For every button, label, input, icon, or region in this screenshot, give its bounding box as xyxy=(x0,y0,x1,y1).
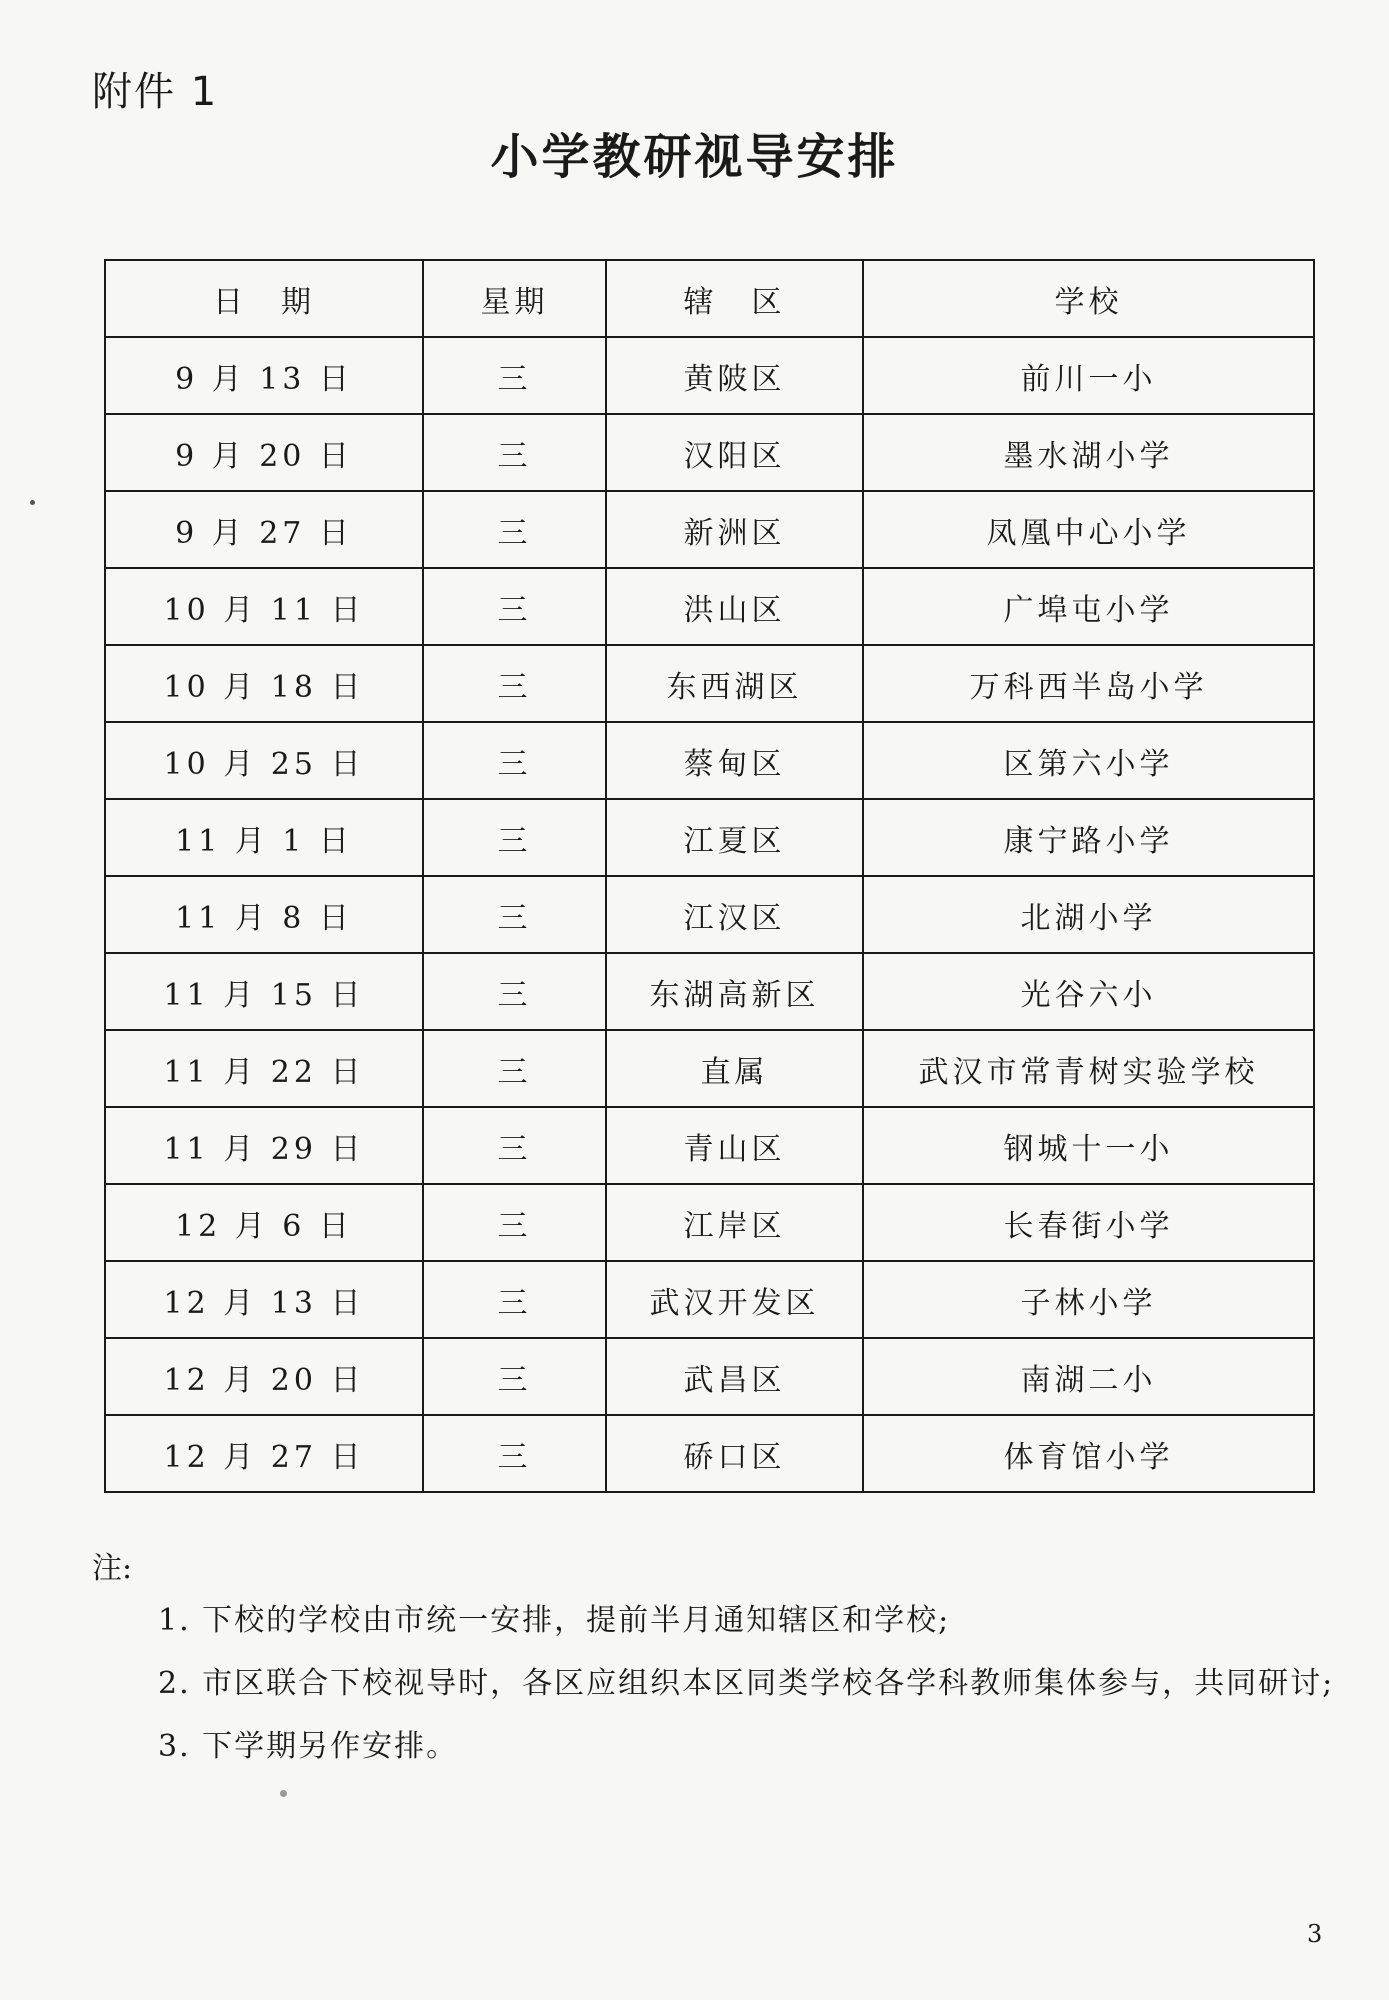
date-cell: 10 月 11 日 xyxy=(105,568,423,645)
date-cell: 12 月 13 日 xyxy=(105,1261,423,1338)
document-title: 小学教研视导安排 xyxy=(490,129,899,185)
school-cell: 南湖二小 xyxy=(863,1338,1314,1415)
note-item: 2. 市区联合下校视导时，各区应组织本区同类学校各学科教师集体参与，共同研讨; xyxy=(158,1666,1335,1701)
date-cell: 10 月 18 日 xyxy=(105,645,423,722)
table-row xyxy=(105,491,1314,568)
weekday-cell: 三 xyxy=(423,722,606,799)
weekday-cell: 三 xyxy=(423,1184,606,1261)
district-cell: 黄陂区 xyxy=(606,337,863,414)
school-cell: 钢城十一小 xyxy=(863,1107,1314,1184)
district-cell: 新洲区 xyxy=(606,491,863,568)
date-cell: 9 月 13 日 xyxy=(105,337,423,414)
table-row xyxy=(105,414,1314,491)
date-cell: 12 月 27 日 xyxy=(105,1415,423,1492)
school-cell: 北湖小学 xyxy=(863,876,1314,953)
school-cell: 康宁路小学 xyxy=(863,799,1314,876)
weekday-cell: 三 xyxy=(423,1107,606,1184)
note-item: 1. 下校的学校由市统一安排，提前半月通知辖区和学校; xyxy=(158,1603,951,1638)
table-row xyxy=(105,1338,1314,1415)
table-row xyxy=(105,953,1314,1030)
table-row xyxy=(105,1184,1314,1261)
weekday-cell: 三 xyxy=(423,1030,606,1107)
table-row xyxy=(105,1030,1314,1107)
weekday-cell: 三 xyxy=(423,1261,606,1338)
district-cell: 武昌区 xyxy=(606,1338,863,1415)
school-cell: 体育馆小学 xyxy=(863,1415,1314,1492)
notes-list xyxy=(158,1597,1334,1786)
date-cell: 9 月 27 日 xyxy=(105,491,423,568)
scan-speck xyxy=(30,500,35,505)
district-cell: 武汉开发区 xyxy=(606,1261,863,1338)
school-cell: 光谷六小 xyxy=(863,953,1314,1030)
weekday-cell: 三 xyxy=(423,876,606,953)
column-header-district: 辖 区 xyxy=(606,260,863,337)
weekday-cell: 三 xyxy=(423,799,606,876)
weekday-cell: 三 xyxy=(423,953,606,1030)
weekday-cell: 三 xyxy=(423,645,606,722)
district-cell: 江夏区 xyxy=(606,799,863,876)
note-item: 3. 下学期另作安排。 xyxy=(158,1729,459,1764)
table-row xyxy=(105,876,1314,953)
weekday-cell: 三 xyxy=(423,414,606,491)
district-cell: 硚口区 xyxy=(606,1415,863,1492)
notes-heading: 注: xyxy=(92,1551,133,1586)
school-cell: 前川一小 xyxy=(863,337,1314,414)
district-cell: 直属 xyxy=(606,1030,863,1107)
weekday-cell: 三 xyxy=(423,1338,606,1415)
district-cell: 东湖高新区 xyxy=(606,953,863,1030)
table-header-row xyxy=(105,260,1314,337)
date-cell: 11 月 22 日 xyxy=(105,1030,423,1107)
column-header-school: 学校 xyxy=(863,260,1314,337)
weekday-cell: 三 xyxy=(423,491,606,568)
district-cell: 江汉区 xyxy=(606,876,863,953)
school-cell: 万科西半岛小学 xyxy=(863,645,1314,722)
table-row xyxy=(105,1261,1314,1338)
table-row xyxy=(105,1415,1314,1492)
column-header-weekday: 星期 xyxy=(423,260,606,337)
date-cell: 11 月 1 日 xyxy=(105,799,423,876)
weekday-cell: 三 xyxy=(423,1415,606,1492)
date-cell: 10 月 25 日 xyxy=(105,722,423,799)
district-cell: 蔡甸区 xyxy=(606,722,863,799)
school-cell: 武汉市常青树实验学校 xyxy=(863,1030,1314,1107)
school-cell: 子林小学 xyxy=(863,1261,1314,1338)
date-cell: 11 月 29 日 xyxy=(105,1107,423,1184)
table-row xyxy=(105,645,1314,722)
table-row xyxy=(105,1107,1314,1184)
school-cell: 凤凰中心小学 xyxy=(863,491,1314,568)
district-cell: 洪山区 xyxy=(606,568,863,645)
district-cell: 青山区 xyxy=(606,1107,863,1184)
date-cell: 12 月 6 日 xyxy=(105,1184,423,1261)
date-cell: 12 月 20 日 xyxy=(105,1338,423,1415)
date-cell: 11 月 8 日 xyxy=(105,876,423,953)
schedule-table xyxy=(104,259,1315,1493)
school-cell: 长春街小学 xyxy=(863,1184,1314,1261)
date-cell: 9 月 20 日 xyxy=(105,414,423,491)
table-row xyxy=(105,337,1314,414)
school-cell: 墨水湖小学 xyxy=(863,414,1314,491)
district-cell: 汉阳区 xyxy=(606,414,863,491)
weekday-cell: 三 xyxy=(423,337,606,414)
page-number: 3 xyxy=(1307,1920,1323,1948)
table-row xyxy=(105,799,1314,876)
district-cell: 东西湖区 xyxy=(606,645,863,722)
school-cell: 区第六小学 xyxy=(863,722,1314,799)
weekday-cell: 三 xyxy=(423,568,606,645)
scan-speck xyxy=(280,1790,287,1797)
date-cell: 11 月 15 日 xyxy=(105,953,423,1030)
school-cell: 广埠屯小学 xyxy=(863,568,1314,645)
column-header-date: 日 期 xyxy=(105,260,423,337)
table-row xyxy=(105,568,1314,645)
table-row xyxy=(105,722,1314,799)
district-cell: 江岸区 xyxy=(606,1184,863,1261)
attachment-label: 附件 1 xyxy=(92,69,219,115)
